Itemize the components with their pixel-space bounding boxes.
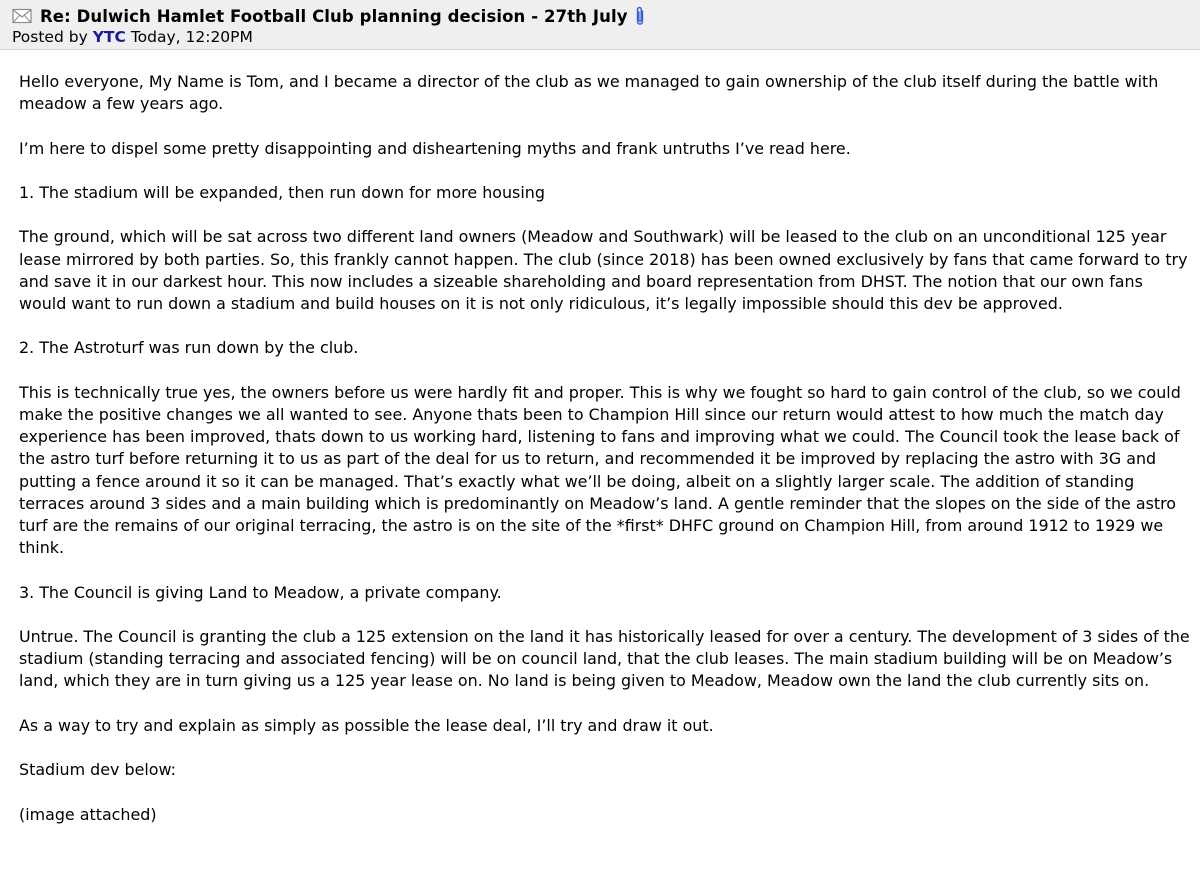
author-link[interactable]: YTC [92,28,126,46]
byline-prefix: Posted by [12,28,88,46]
post-paragraph: I’m here to dispel some pretty disappointing and disheartening myths and frank untruths I’ve read here. [19,138,851,158]
post-body [19,71,1191,848]
post-paragraph: As a way to try and explain as simply as possible the lease deal, I’ll try and draw it out. [19,715,714,735]
post-paragraph: 3. The Council is giving Land to Meadow, a private company. [19,582,502,602]
post-timestamp: Today, 12:20PM [130,28,253,46]
post-title: Re: Dulwich Hamlet Football Club planning decision - 27th July [40,6,628,26]
post-paragraph: This is technically true yes, the owners before us were hardly fit and proper. This is why we fought so hard to gain control of the club, so we could make the positive changes we all wanted to see. Anyone thats been to Champion Hill since our return would attest to how much the match day experience has been improved, thats down to us working hard, listening to fans and improving what we could. The Council took the lease back of the astro turf before returning it to us as part of the deal for us to return, and recommended it be improved by replacing the astro with 3G and putting a fence around it so it can be managed. That’s exactly what we’ll be doing, albeit on a slightly larger scale. The addition of standing terraces around 3 sides and a main building which is predominantly on Meadow’s land. A gentle reminder that the slopes on the side of the astro turf are the remains of our original terracing, the astro is on the site of the *first* DHFC ground on Champion Hill, from around 1912 to 1929 we think. [19,382,1181,558]
post-title-row [12,5,646,27]
post-paragraph: The ground, which will be sat across two different land owners (Meadow and Southwark) will be leased to the club on an unconditional 125 year lease mirrored by both parties. So, this frankly cannot happen. The club (since 2018) has been owned exclusively by fans that came forward to try and save it in our darkest hour. This now includes a sizeable shareholding and board representation from DHST. The notion that our own fans would want to run down a stadium and build houses on it is not only ridiculous, it’s legally impossible should this dev be approved. [19,227,1188,313]
post-byline [12,28,253,46]
post-paragraph: 1. The stadium will be expanded, then run down for more housing [19,182,545,202]
envelope-icon [12,8,32,24]
post-header [0,0,1200,50]
post-paragraph: (image attached) [19,804,157,824]
paperclip-icon[interactable] [634,6,646,26]
post-paragraph: Stadium dev below: [19,760,176,780]
post-paragraph: Untrue. The Council is granting the club a 125 extension on the land it has historically leased for over a century. The development of 3 sides of the stadium (standing terracing and associated fencing) will be on council land, that the club leases. The main stadium building will be on Meadow’s land, which they are in turn giving us a 125 year lease on. No land is being given to Meadow, Meadow own the land the club currently sits on. [19,626,1190,691]
post-paragraph: Hello everyone, My Name is Tom, and I became a director of the club as we managed to gain ownership of the club itself during the battle with meadow a few years ago. [19,72,1159,114]
post-paragraph: 2. The Astroturf was run down by the club. [19,338,359,358]
